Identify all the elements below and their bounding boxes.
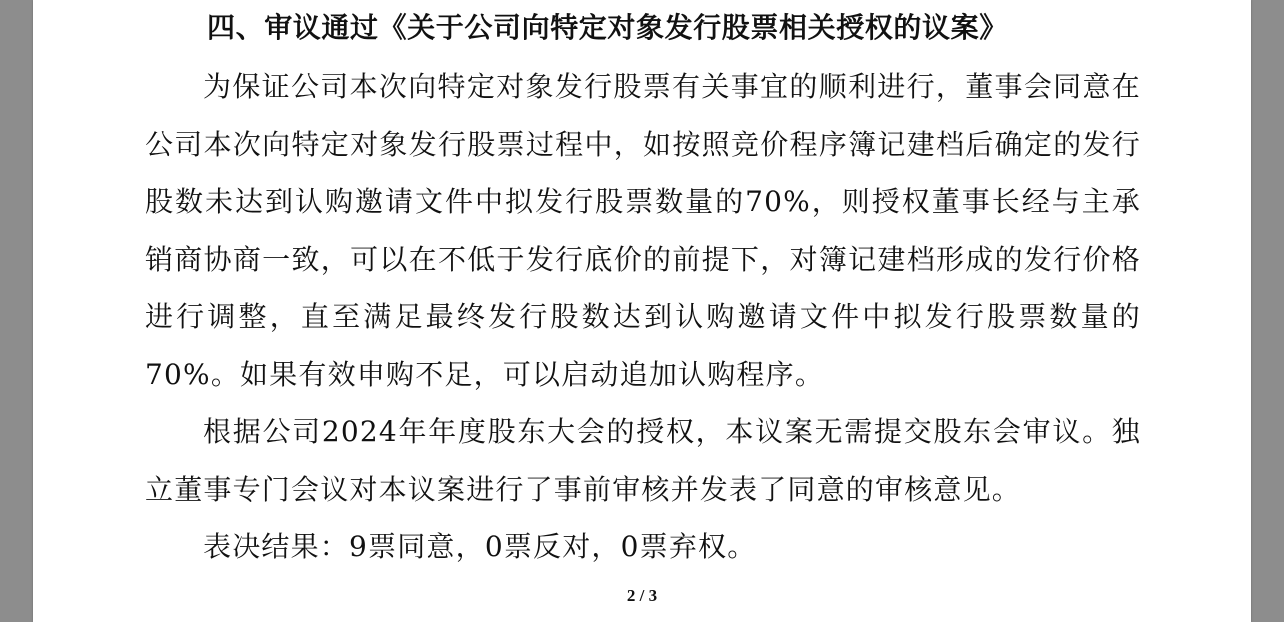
page-number: 2 / 3 [626,586,658,605]
paragraph-authorization: 为保证公司本次向特定对象发行股票有关事宜的顺利进行，董事会同意在公司本次向特定对象发行股票过程中，如按照竞价程序簿记建档后确定的发行股数未达到认购邀请文件中拟发行股票数量的70%，则授权董事长经与主承销商协商一致，可以在不低于发行底价的前提下，对簿记建档形成的发行价格进行调整，直至满足最终发行股数达到认购邀请文件中拟发行股票数量的70%。如果有效申购不足，可以启动追加认购程序。 [145,70,1141,391]
document-page [33,0,1251,622]
paragraph-voting-result: 表决结果：9票同意，0票反对，0票弃权。 [203,530,757,563]
paragraph-shareholder-meeting: 根据公司2024年年度股东大会的授权，本议案无需提交股东会审议。独立董事专门会议对本议案进行了事前审核并发表了同意的审核意见。 [145,415,1141,506]
section-heading: 四、审议通过《关于公司向特定对象发行股票相关授权的议案》 [207,11,1008,44]
